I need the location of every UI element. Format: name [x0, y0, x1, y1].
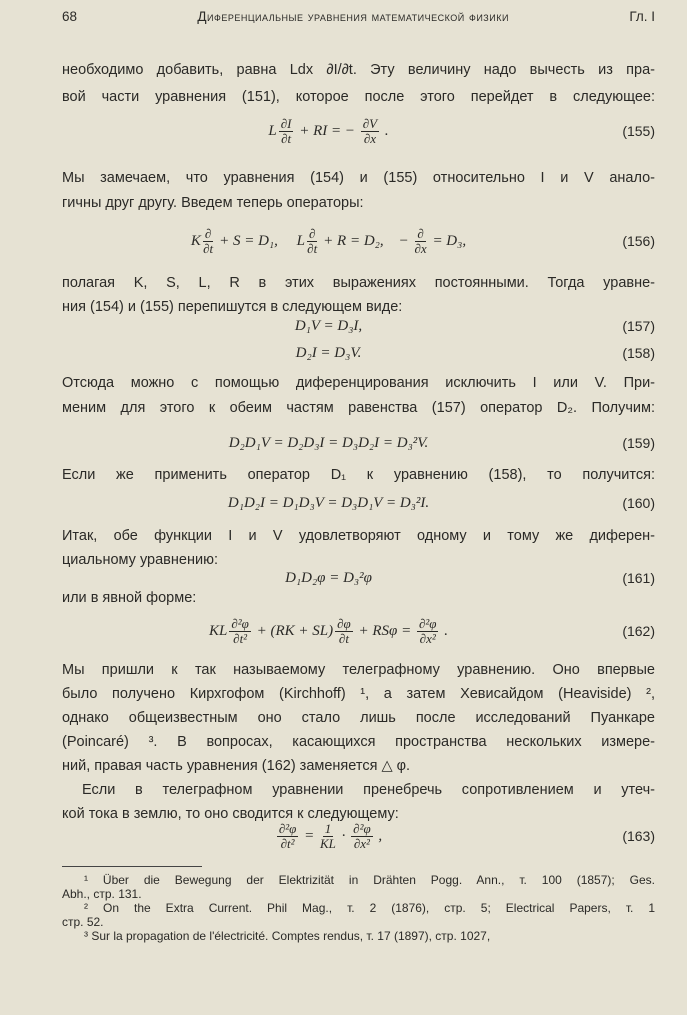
numerator: ∂φ	[337, 615, 351, 631]
equation-term: + RI = −	[295, 122, 359, 139]
text-line: однако общеизвестным оно стало лишь после исследований Пуанкаре	[62, 710, 655, 726]
equation-159	[62, 423, 655, 463]
numerator: ∂²φ	[278, 820, 297, 836]
denominator: ∂t	[338, 630, 349, 646]
fraction	[203, 227, 213, 256]
denominator: ∂t	[203, 240, 214, 256]
denominator: ∂t²	[280, 835, 295, 851]
text-line: кой тока в землю, то оно сводится к следующему:	[62, 806, 399, 822]
equation-term: + S = D₁, L	[215, 232, 305, 249]
text-line: Мы пришли к так называемому телеграфному уравнению. Оно впервые	[62, 662, 655, 678]
fraction	[351, 822, 373, 851]
text-line: или в явной форме:	[62, 590, 197, 606]
fraction	[320, 822, 336, 851]
equation-body	[62, 333, 595, 373]
text-line: меним для этого к обеим частям равенства (157) оператор D₂. Получим:	[62, 400, 655, 416]
equation-term: D₂D₁V = D₂D₃I = D₃D₂I = D₃²V.	[228, 434, 429, 451]
equation-term: L	[268, 122, 277, 139]
text-line: полагая K, S, L, R в этих выражениях постоянными. Тогда уравне-	[62, 275, 655, 291]
text-line: Если в телеграфном уравнении пренебречь сопротивлением и утеч-	[82, 782, 655, 798]
equation-term: ·	[337, 827, 350, 844]
equation-term: + (RK + SL)	[252, 622, 334, 639]
equation-term: D₁D₂φ = D₃²φ	[285, 569, 372, 586]
fraction	[307, 227, 317, 256]
denominator: ∂t	[307, 240, 318, 256]
numerator: 1	[324, 820, 332, 836]
equation-number: (162)	[622, 623, 655, 639]
equation-number: (157)	[622, 318, 655, 334]
numerator: ∂	[308, 225, 316, 241]
equation-body	[62, 611, 595, 651]
footnote-3: ³ Sur la propagation de l'électricité. Comptes rendus, т. 17 (1897), стр. 1027,	[84, 929, 491, 943]
equation-term: .	[381, 122, 389, 139]
chapter-label: Гл. I	[629, 9, 655, 24]
running-header	[62, 9, 655, 24]
equation-term: = D₃,	[428, 232, 467, 249]
text-line: было получено Кирхгофом (Kirchhoff) ¹, а затем Хевисайдом (Heaviside) ²,	[62, 686, 655, 702]
equation-term: + R = D₂, −	[319, 232, 413, 249]
equation-number: (155)	[622, 123, 655, 139]
equation-body	[62, 423, 595, 463]
equation-162	[62, 611, 655, 651]
text-line: ний, правая часть уравнения (162) заменяется △ φ.	[62, 758, 411, 774]
equation-term: ,	[374, 827, 383, 844]
equation-term: D₁V = D₃I,	[294, 317, 363, 334]
fraction	[335, 617, 353, 646]
equation-160	[62, 483, 655, 523]
text-line: Мы замечаем, что уравнения (154) и (155) относительно I и V анало-	[62, 170, 655, 186]
denominator: KL	[319, 835, 336, 851]
page-number: 68	[62, 9, 78, 24]
equation-158	[62, 333, 655, 373]
footnote-2: ² On the Extra Current. Phil Mag., т. 2 (1876), стр. 5; Electrical Papers, т. 1	[84, 901, 655, 915]
fraction	[277, 822, 299, 851]
equation-155	[62, 111, 655, 151]
running-title: Диференциальные уравнения математической физики	[197, 9, 509, 24]
denominator: ∂t²	[233, 630, 248, 646]
fraction	[417, 617, 439, 646]
denominator: ∂t	[281, 130, 292, 146]
text-line: ния (154) и (155) перепишутся в следующем виде:	[62, 299, 403, 315]
footnote-2-cont: стр. 52.	[62, 915, 104, 929]
numerator: ∂V	[362, 115, 378, 131]
numerator: ∂	[417, 225, 424, 241]
equation-body	[62, 816, 595, 856]
equation-term: D₁D₂I = D₁D₃V = D₃D₁V = D₃²I.	[227, 494, 430, 511]
equation-term: .	[440, 622, 448, 639]
equation-term: + RSφ =	[354, 622, 415, 639]
numerator: ∂I	[280, 115, 292, 131]
equation-term: =	[300, 827, 318, 844]
equation-number: (158)	[622, 345, 655, 361]
text-line: Если же применить оператор D₁ к уравнению (158), то получится:	[62, 467, 655, 483]
text-line: Итак, обе функции I и V удовлетворяют одному и тому же диферен-	[62, 528, 655, 544]
equation-term: KL	[209, 622, 228, 639]
denominator: ∂x²	[419, 630, 436, 646]
fraction	[229, 617, 251, 646]
denominator: ∂x	[414, 240, 427, 256]
fraction	[414, 227, 426, 256]
fraction	[361, 117, 379, 146]
denominator: ∂x	[363, 130, 377, 146]
numerator: ∂²φ	[353, 820, 371, 836]
numerator: ∂²φ	[231, 615, 249, 631]
text-line: (Poincaré) ³. В вопросах, касающихся пространства нескольких измере-	[62, 734, 655, 750]
equation-163	[62, 816, 655, 856]
equation-number: (159)	[622, 435, 655, 451]
text-line: циальному уравнению:	[62, 552, 218, 568]
numerator: ∂	[204, 225, 212, 241]
footnote-1: ¹ Über die Bewegung der Elektrizität in Drähten Pogg. Ann., т. 100 (1857); Ges.	[84, 873, 655, 887]
equation-body	[62, 483, 595, 523]
fraction	[279, 117, 294, 146]
equation-number: (163)	[622, 828, 655, 844]
equation-term: K	[190, 232, 201, 249]
numerator: ∂²φ	[418, 615, 437, 631]
denominator: ∂x²	[353, 835, 370, 851]
equation-number: (156)	[622, 233, 655, 249]
text-line: необходимо добавить, равна Ldx ∂I/∂t. Эту величину надо вычесть из пра-	[62, 62, 655, 78]
text-line: вой части уравнения (151), которое после этого перейдет в следующее:	[62, 89, 655, 105]
footnote-1-cont: Abh., стр. 131.	[62, 887, 142, 901]
equation-body	[62, 221, 595, 261]
text-line: гичны друг другу. Введем теперь операторы:	[62, 195, 364, 211]
text-line: Отсюда можно с помощью диференцирования исключить I или V. При-	[62, 375, 655, 391]
footnote-rule	[62, 866, 202, 867]
equation-number: (161)	[622, 570, 655, 586]
equation-term: D₂I = D₃V.	[295, 344, 362, 361]
equation-156	[62, 221, 655, 261]
equation-number: (160)	[622, 495, 655, 511]
equation-body	[62, 111, 595, 151]
